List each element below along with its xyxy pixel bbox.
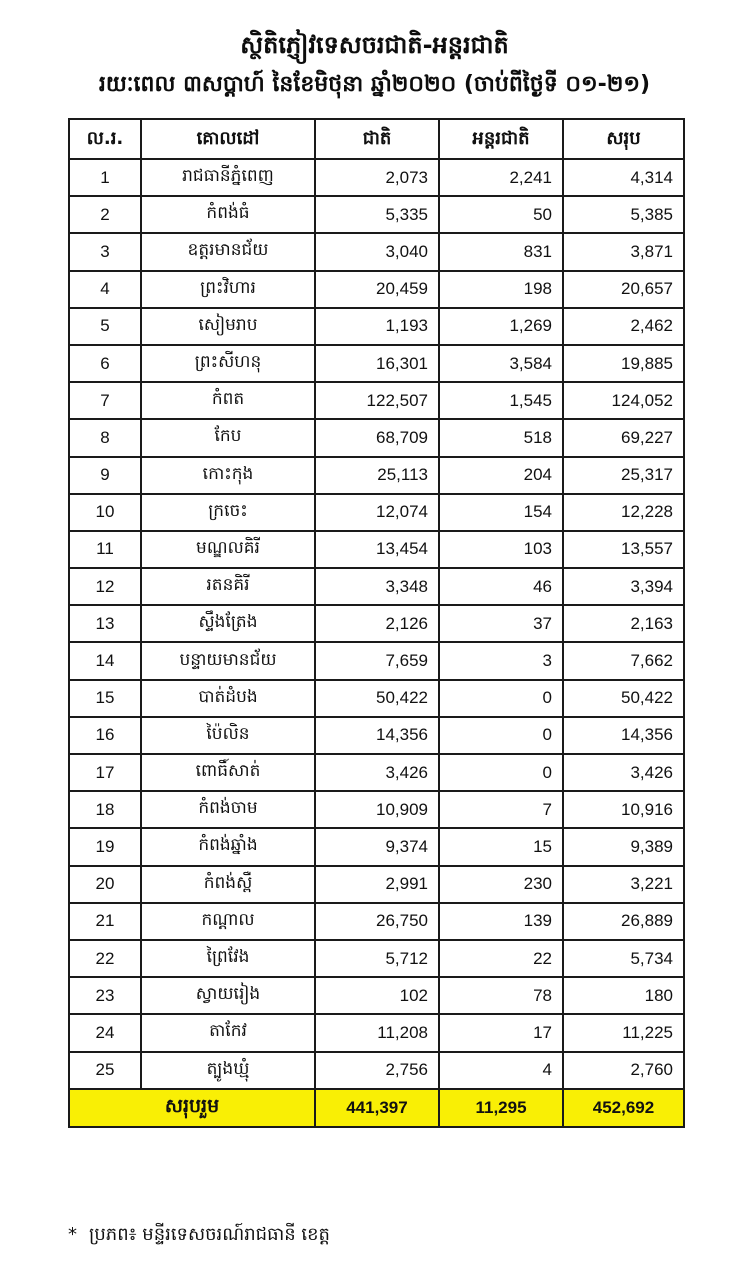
row-international: 0	[439, 754, 563, 791]
row-destination: បន្ទាយមានជ័យ	[141, 642, 315, 679]
row-international: 0	[439, 717, 563, 754]
table-row	[69, 828, 684, 865]
table-row	[69, 531, 684, 568]
row-international: 22	[439, 940, 563, 977]
row-total: 4,314	[563, 159, 684, 196]
row-international: 17	[439, 1014, 563, 1051]
row-number: 16	[69, 717, 141, 754]
row-national: 68,709	[315, 419, 439, 456]
row-international: 3	[439, 642, 563, 679]
row-total: 19,885	[563, 345, 684, 382]
row-total: 13,557	[563, 531, 684, 568]
row-national: 2,756	[315, 1052, 439, 1089]
table-row	[69, 233, 684, 270]
row-number: 8	[69, 419, 141, 456]
row-total: 11,225	[563, 1014, 684, 1051]
row-number: 17	[69, 754, 141, 791]
header-national: ជាតិ	[315, 119, 439, 159]
row-number: 21	[69, 903, 141, 940]
row-national: 2,126	[315, 605, 439, 642]
row-destination: កំពត	[141, 382, 315, 419]
table-row	[69, 345, 684, 382]
table-row	[69, 866, 684, 903]
table-row	[69, 494, 684, 531]
row-destination: ពោធិ៍សាត់	[141, 754, 315, 791]
row-number: 19	[69, 828, 141, 865]
row-national: 11,208	[315, 1014, 439, 1051]
row-total: 3,221	[563, 866, 684, 903]
row-national: 5,712	[315, 940, 439, 977]
row-destination: កំពង់ចាម	[141, 791, 315, 828]
table-row	[69, 977, 684, 1014]
table-row	[69, 196, 684, 233]
row-total: 12,228	[563, 494, 684, 531]
table-row	[69, 754, 684, 791]
header-total: សរុប	[563, 119, 684, 159]
row-destination: កែប	[141, 419, 315, 456]
grand-total-label: សរុបរួម	[69, 1089, 315, 1127]
row-total: 7,662	[563, 642, 684, 679]
row-destination: ស្វាយរៀង	[141, 977, 315, 1014]
row-international: 0	[439, 680, 563, 717]
row-total: 69,227	[563, 419, 684, 456]
row-destination: ស្ទឹងត្រែង	[141, 605, 315, 642]
row-total: 26,889	[563, 903, 684, 940]
row-number: 7	[69, 382, 141, 419]
grand-total-national: 441,397	[315, 1089, 439, 1127]
table-row	[69, 308, 684, 345]
row-national: 122,507	[315, 382, 439, 419]
table-row	[69, 642, 684, 679]
row-number: 14	[69, 642, 141, 679]
row-international: 518	[439, 419, 563, 456]
row-total: 3,871	[563, 233, 684, 270]
row-national: 50,422	[315, 680, 439, 717]
row-destination: ព្រះវិហារ	[141, 271, 315, 308]
row-total: 3,394	[563, 568, 684, 605]
row-total: 180	[563, 977, 684, 1014]
row-total: 2,163	[563, 605, 684, 642]
row-number: 2	[69, 196, 141, 233]
row-total: 20,657	[563, 271, 684, 308]
grand-total-total: 452,692	[563, 1089, 684, 1127]
row-destination: សៀមរាប	[141, 308, 315, 345]
row-national: 3,426	[315, 754, 439, 791]
row-destination: កំពង់ធំ	[141, 196, 315, 233]
row-total: 9,389	[563, 828, 684, 865]
row-number: 11	[69, 531, 141, 568]
row-national: 14,356	[315, 717, 439, 754]
row-destination: ឧត្តរមានជ័យ	[141, 233, 315, 270]
row-number: 15	[69, 680, 141, 717]
row-national: 25,113	[315, 457, 439, 494]
row-national: 2,073	[315, 159, 439, 196]
row-number: 5	[69, 308, 141, 345]
row-total: 124,052	[563, 382, 684, 419]
row-international: 50	[439, 196, 563, 233]
table-row	[69, 457, 684, 494]
row-international: 230	[439, 866, 563, 903]
row-destination: កោះកុង	[141, 457, 315, 494]
row-number: 12	[69, 568, 141, 605]
row-total: 5,385	[563, 196, 684, 233]
table-row	[69, 791, 684, 828]
row-total: 3,426	[563, 754, 684, 791]
table-row	[69, 159, 684, 196]
row-international: 1,545	[439, 382, 563, 419]
row-total: 5,734	[563, 940, 684, 977]
row-number: 25	[69, 1052, 141, 1089]
row-international: 4	[439, 1052, 563, 1089]
row-number: 22	[69, 940, 141, 977]
tourist-statistics-table	[68, 118, 685, 1128]
document-subtitle: រយៈពេល ៣សប្តាហ៍ នៃខែមិថុនា ឆ្នាំ២០២០ (ចាប់ពីថ្ងៃទី ០១-២១)	[98, 72, 651, 97]
row-destination: កំពង់ឆ្នាំង	[141, 828, 315, 865]
row-destination: បាត់ដំបង	[141, 680, 315, 717]
row-national: 7,659	[315, 642, 439, 679]
row-international: 154	[439, 494, 563, 531]
row-national: 13,454	[315, 531, 439, 568]
table-row	[69, 382, 684, 419]
row-number: 9	[69, 457, 141, 494]
row-international: 204	[439, 457, 563, 494]
row-total: 2,760	[563, 1052, 684, 1089]
row-number: 23	[69, 977, 141, 1014]
row-international: 37	[439, 605, 563, 642]
row-national: 102	[315, 977, 439, 1014]
row-total: 25,317	[563, 457, 684, 494]
row-international: 7	[439, 791, 563, 828]
row-number: 1	[69, 159, 141, 196]
row-international: 198	[439, 271, 563, 308]
table-row	[69, 605, 684, 642]
table-row	[69, 1052, 684, 1089]
header-no: ល.រ.	[69, 119, 141, 159]
row-number: 4	[69, 271, 141, 308]
row-national: 3,348	[315, 568, 439, 605]
row-national: 10,909	[315, 791, 439, 828]
grand-total-row	[69, 1089, 684, 1127]
row-total: 50,422	[563, 680, 684, 717]
row-destination: រាជធានីភ្នំពេញ	[141, 159, 315, 196]
source-footnote	[68, 1222, 330, 1249]
row-national: 20,459	[315, 271, 439, 308]
row-international: 3,584	[439, 345, 563, 382]
row-international: 2,241	[439, 159, 563, 196]
row-destination: កំពង់ស្ពឺ	[141, 866, 315, 903]
row-international: 831	[439, 233, 563, 270]
row-national: 12,074	[315, 494, 439, 531]
footnote-text: ប្រភព៖ មន្ទីរទេសចរណ៍រាជធានី ខេត្ត	[89, 1224, 330, 1245]
grand-total-international: 11,295	[439, 1089, 563, 1127]
row-national: 16,301	[315, 345, 439, 382]
row-number: 18	[69, 791, 141, 828]
row-international: 103	[439, 531, 563, 568]
row-number: 10	[69, 494, 141, 531]
row-destination: កណ្តាល	[141, 903, 315, 940]
row-international: 78	[439, 977, 563, 1014]
row-international: 139	[439, 903, 563, 940]
header-international: អន្តរជាតិ	[439, 119, 563, 159]
row-international: 1,269	[439, 308, 563, 345]
row-national: 1,193	[315, 308, 439, 345]
row-international: 15	[439, 828, 563, 865]
row-total: 14,356	[563, 717, 684, 754]
row-national: 9,374	[315, 828, 439, 865]
row-destination: ព្រៃវែង	[141, 940, 315, 977]
table-row	[69, 680, 684, 717]
row-destination: តាកែវ	[141, 1014, 315, 1051]
table-row	[69, 1014, 684, 1051]
header-destination: គោលដៅ	[141, 119, 315, 159]
row-number: 24	[69, 1014, 141, 1051]
row-number: 3	[69, 233, 141, 270]
table-body	[69, 159, 684, 1089]
table-header-row	[69, 119, 684, 159]
table-row	[69, 940, 684, 977]
row-number: 6	[69, 345, 141, 382]
table-row	[69, 419, 684, 456]
row-destination: ក្រចេះ	[141, 494, 315, 531]
row-national: 2,991	[315, 866, 439, 903]
footnote-marker: *	[68, 1224, 77, 1245]
row-national: 26,750	[315, 903, 439, 940]
table-row	[69, 903, 684, 940]
row-destination: ព្រះសីហនុ	[141, 345, 315, 382]
row-destination: រតនគិរី	[141, 568, 315, 605]
row-destination: ត្បូងឃ្មុំ	[141, 1052, 315, 1089]
row-national: 5,335	[315, 196, 439, 233]
row-number: 13	[69, 605, 141, 642]
row-total: 2,462	[563, 308, 684, 345]
row-number: 20	[69, 866, 141, 903]
row-destination: មណ្ឌលគិរី	[141, 531, 315, 568]
row-national: 3,040	[315, 233, 439, 270]
table-row	[69, 271, 684, 308]
row-total: 10,916	[563, 791, 684, 828]
row-international: 46	[439, 568, 563, 605]
table-row	[69, 717, 684, 754]
document-title: ស្ថិតិភ្ញៀវទេសចរជាតិ-អន្តរជាតិ	[240, 31, 509, 59]
row-destination: ប៉ៃលិន	[141, 717, 315, 754]
table-row	[69, 568, 684, 605]
